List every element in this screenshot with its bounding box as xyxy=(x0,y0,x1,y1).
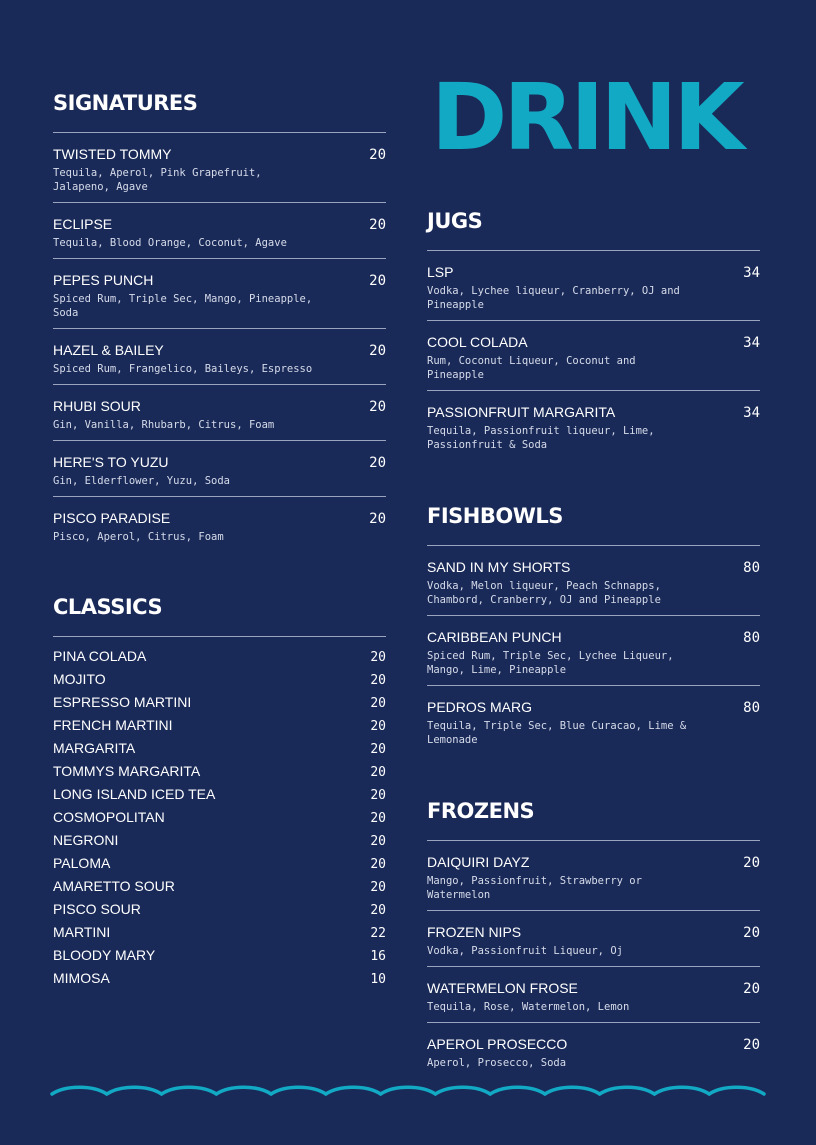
signatures-list xyxy=(53,133,386,552)
item-name: FROZEN NIPS xyxy=(427,924,522,940)
item-description: Vodka, Lychee liqueur, Cranberry, OJ and Pineapple xyxy=(427,285,680,311)
right-column xyxy=(427,206,760,1078)
item-description: Gin, Vanilla, Rhubarb, Citrus, Foam xyxy=(53,419,275,431)
item-name: PEDROS MARG xyxy=(427,699,533,715)
menu-item xyxy=(427,546,760,616)
item-price: 20 xyxy=(369,511,386,527)
item-name: FRENCH MARTINI xyxy=(53,717,173,733)
menu-item xyxy=(427,251,760,321)
list-item xyxy=(53,809,386,832)
item-price: 20 xyxy=(370,696,386,711)
signatures-section xyxy=(53,88,386,552)
item-price: 20 xyxy=(370,880,386,895)
item-name: APEROL PROSECCO xyxy=(427,1036,568,1052)
item-name: WATERMELON FROSE xyxy=(427,980,578,996)
item-price: 20 xyxy=(743,981,760,997)
item-name: PISCO SOUR xyxy=(53,901,141,917)
item-name: PASSIONFRUIT MARGARITA xyxy=(427,404,616,420)
item-name: AMARETTO SOUR xyxy=(53,878,175,894)
item-price: 10 xyxy=(370,972,386,987)
item-price: 20 xyxy=(743,925,760,941)
item-name: LSP xyxy=(427,264,454,280)
item-price: 20 xyxy=(369,455,386,471)
item-name: TOMMYS MARGARITA xyxy=(53,763,201,779)
list-item xyxy=(53,878,386,901)
item-description: Spiced Rum, Triple Sec, Mango, Pineapple, Soda xyxy=(53,293,313,319)
item-price: 34 xyxy=(743,265,760,281)
item-price: 20 xyxy=(369,217,386,233)
item-name: LONG ISLAND ICED TEA xyxy=(53,786,216,802)
menu-item xyxy=(53,497,386,552)
section-heading: FISHBOWLS xyxy=(427,504,563,528)
item-name: HAZEL & BAILEY xyxy=(53,342,164,358)
item-price: 22 xyxy=(370,926,386,941)
item-description: Tequila, Passionfruit liqueur, Lime, Passionfruit & Soda xyxy=(427,425,655,451)
list-item xyxy=(53,786,386,809)
item-price: 20 xyxy=(370,650,386,665)
list-item xyxy=(53,740,386,763)
item-name: BLOODY MARY xyxy=(53,947,156,963)
frozens-list xyxy=(427,841,760,1078)
menu-item xyxy=(53,385,386,441)
item-description: Rum, Coconut Liqueur, Coconut and Pineapple xyxy=(427,355,636,381)
list-item xyxy=(53,671,386,694)
list-item xyxy=(53,832,386,855)
item-description: Tequila, Aperol, Pink Grapefruit, Jalapeno, Agave xyxy=(53,167,262,193)
classics-list xyxy=(53,637,386,993)
item-description: Pisco, Aperol, Citrus, Foam xyxy=(53,531,224,543)
section-heading: JUGS xyxy=(427,209,483,233)
item-price: 80 xyxy=(743,700,760,716)
item-price: 20 xyxy=(370,765,386,780)
item-price: 20 xyxy=(369,399,386,415)
list-item xyxy=(53,947,386,970)
item-price: 20 xyxy=(743,1037,760,1053)
item-price: 20 xyxy=(370,834,386,849)
menu-item xyxy=(427,841,760,911)
list-item xyxy=(53,855,386,878)
item-description: Mango, Passionfruit, Strawberry or Watermelon xyxy=(427,875,642,901)
section-heading: SIGNATURES xyxy=(53,91,198,115)
item-price: 16 xyxy=(370,949,386,964)
menu-item xyxy=(427,321,760,391)
item-price: 20 xyxy=(743,855,760,871)
item-name: HERE'S TO YUZU xyxy=(53,454,169,470)
item-name: RHUBI SOUR xyxy=(53,398,141,414)
left-column xyxy=(53,88,386,993)
item-price: 20 xyxy=(370,857,386,872)
section-heading: FROZENS xyxy=(427,799,535,823)
item-price: 80 xyxy=(743,630,760,646)
menu-item xyxy=(53,259,386,329)
item-price: 20 xyxy=(370,811,386,826)
item-name: NEGRONI xyxy=(53,832,119,848)
menu-item xyxy=(53,203,386,259)
item-description: Vodka, Passionfruit Liqueur, Oj xyxy=(427,945,623,957)
list-item xyxy=(53,694,386,717)
menu-item xyxy=(53,329,386,385)
item-name: PEPES PUNCH xyxy=(53,272,154,288)
item-name: DAIQUIRI DAYZ xyxy=(427,854,530,870)
menu-item xyxy=(427,686,760,755)
item-description: Gin, Elderflower, Yuzu, Soda xyxy=(53,475,231,487)
item-name: MIMOSA xyxy=(53,970,110,986)
list-item xyxy=(53,970,386,993)
item-name: ECLIPSE xyxy=(53,216,113,232)
item-description: Vodka, Melon liqueur, Peach Schnapps, Chambord, Cranberry, OJ and Pineapple xyxy=(427,580,661,606)
item-name: PISCO PARADISE xyxy=(53,510,171,526)
item-description: Aperol, Prosecco, Soda xyxy=(427,1057,567,1069)
fishbowls-list xyxy=(427,546,760,755)
list-item xyxy=(53,924,386,947)
item-price: 34 xyxy=(743,335,760,351)
item-description: Tequila, Rose, Watermelon, Lemon xyxy=(427,1001,630,1013)
item-price: 20 xyxy=(370,903,386,918)
item-name: ESPRESSO MARTINI xyxy=(53,694,192,710)
jugs-list xyxy=(427,251,760,460)
item-name: PALOMA xyxy=(53,855,111,871)
item-name: MOJITO xyxy=(53,671,106,687)
item-name: CARIBBEAN PUNCH xyxy=(427,629,562,645)
item-price: 20 xyxy=(370,742,386,757)
item-name: COSMOPOLITAN xyxy=(53,809,165,825)
fishbowls-section xyxy=(427,501,760,755)
page-title: DRINK xyxy=(431,64,741,171)
menu-item xyxy=(427,616,760,686)
item-price: 20 xyxy=(369,343,386,359)
item-price: 20 xyxy=(370,673,386,688)
item-description: Spiced Rum, Triple Sec, Lychee Liqueur, Mango, Lime, Pineapple xyxy=(427,650,674,676)
item-name: MARGARITA xyxy=(53,740,136,756)
item-price: 20 xyxy=(369,147,386,163)
menu-item xyxy=(427,1023,760,1078)
list-item xyxy=(53,648,386,671)
item-name: SAND IN MY SHORTS xyxy=(427,559,571,575)
item-description: Spiced Rum, Frangelico, Baileys, Espresso xyxy=(53,363,313,375)
item-description: Tequila, Triple Sec, Blue Curacao, Lime & Lemonade xyxy=(427,720,687,746)
item-name: COOL COLADA xyxy=(427,334,528,350)
item-price: 34 xyxy=(743,405,760,421)
item-name: TWISTED TOMMY xyxy=(53,146,172,162)
frozens-section xyxy=(427,796,760,1078)
wave-decoration-icon xyxy=(50,1080,766,1102)
jugs-section xyxy=(427,206,760,460)
list-item xyxy=(53,763,386,786)
menu-item xyxy=(427,911,760,967)
menu-item xyxy=(427,967,760,1023)
item-description: Tequila, Blood Orange, Coconut, Agave xyxy=(53,237,287,249)
item-price: 20 xyxy=(370,719,386,734)
item-price: 20 xyxy=(369,273,386,289)
item-price: 20 xyxy=(370,788,386,803)
classics-section xyxy=(53,592,386,993)
item-name: PINA COLADA xyxy=(53,648,147,664)
section-heading: CLASSICS xyxy=(53,595,163,619)
menu-item xyxy=(427,391,760,460)
menu-item xyxy=(53,441,386,497)
item-name: MARTINI xyxy=(53,924,111,940)
list-item xyxy=(53,717,386,740)
menu-item xyxy=(53,133,386,203)
item-price: 80 xyxy=(743,560,760,576)
list-item xyxy=(53,901,386,924)
